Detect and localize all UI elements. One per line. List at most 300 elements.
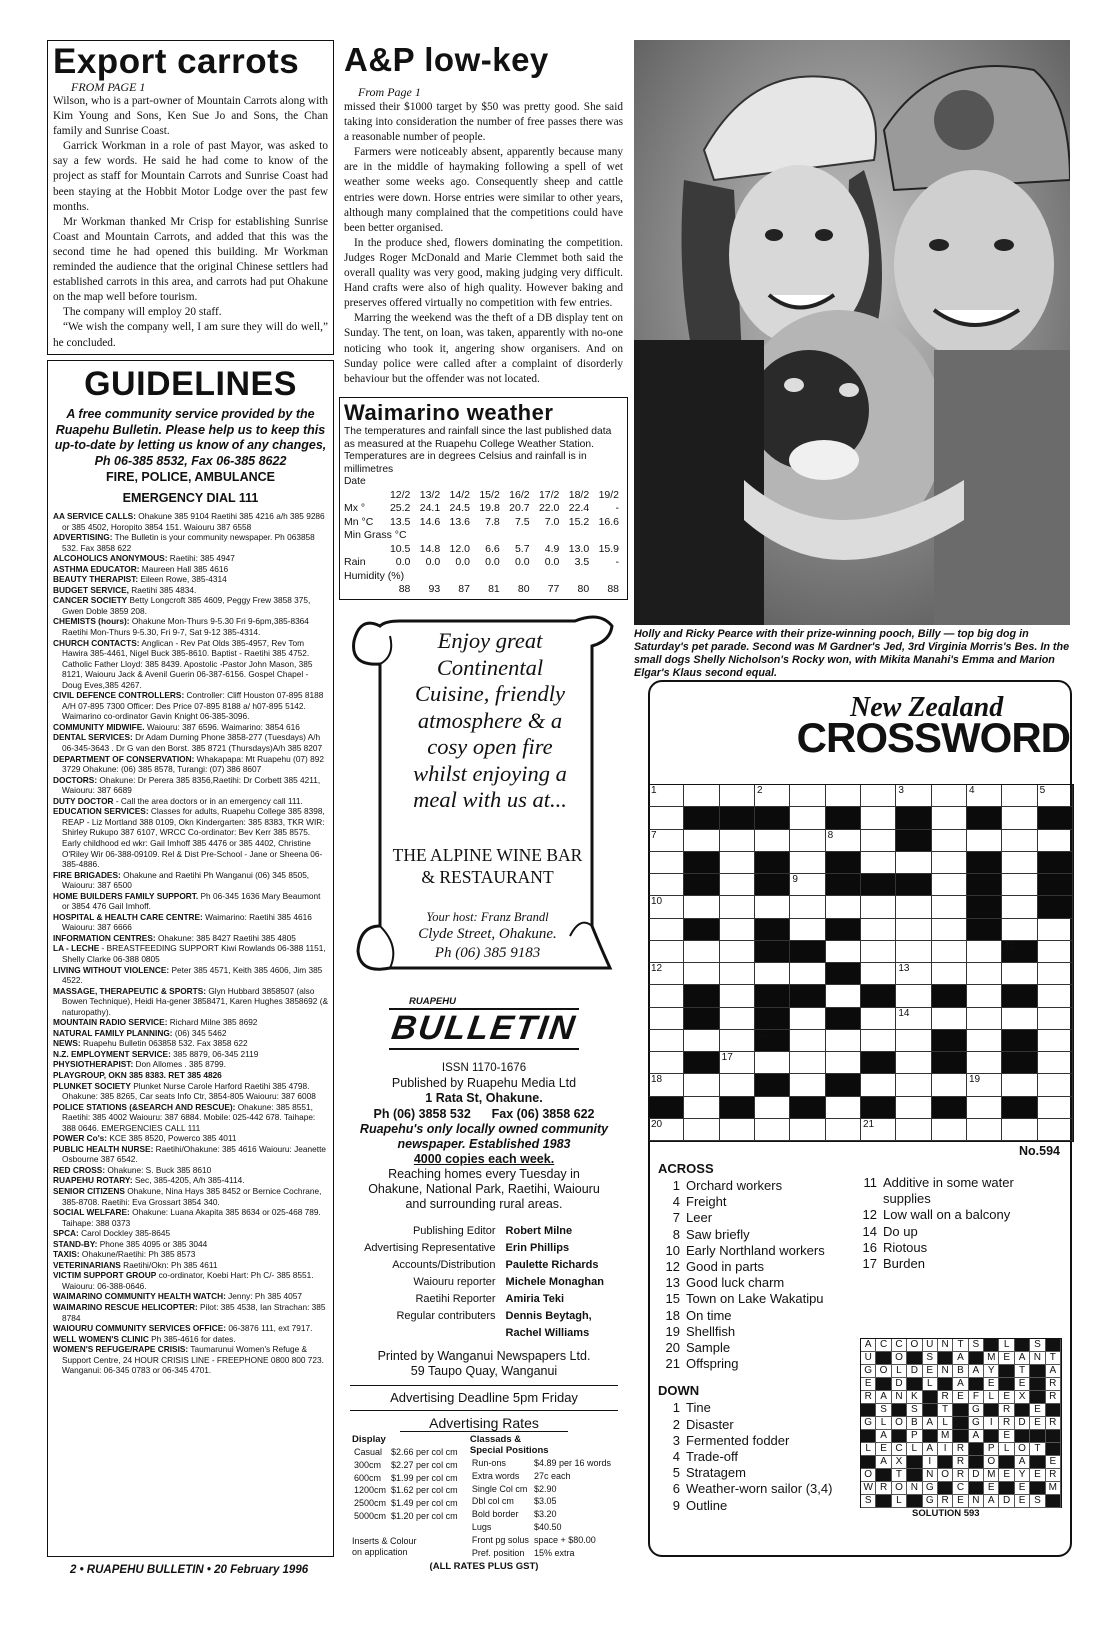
crossword-cell	[826, 852, 861, 874]
rate-label: 5000cm	[354, 1510, 387, 1521]
weather-table	[344, 489, 623, 597]
staff-row	[360, 1326, 608, 1341]
guideline-entry-name: RUAPEHU ROTARY:	[53, 1175, 133, 1186]
guideline-entry	[53, 722, 328, 733]
crossword-cell	[861, 852, 896, 874]
solution-cell: S	[1030, 1495, 1045, 1508]
solution-cell: R	[999, 1417, 1014, 1430]
solution-cell: D	[907, 1365, 922, 1378]
crossword-title-main: CROSSWORD	[796, 714, 1070, 761]
crossword-cell	[967, 830, 1002, 852]
clue-row	[855, 1224, 1065, 1240]
crossword-cell	[826, 1030, 861, 1052]
solution-cell: N	[938, 1339, 953, 1352]
crossword-cell	[826, 941, 861, 963]
crossword-cell	[649, 1008, 684, 1030]
value-cell: 0.0	[395, 556, 411, 568]
solution-cell: O	[892, 1417, 907, 1430]
clue-number: 3	[672, 1432, 680, 1448]
rate-value: space + $80.00	[533, 1534, 596, 1545]
solution-cell	[876, 1495, 891, 1508]
guideline-entry	[53, 775, 328, 796]
crossword-cell	[826, 874, 861, 896]
solution-cell	[907, 1352, 922, 1365]
rate-value: $1.49 per col cm	[391, 1498, 458, 1509]
ap-lowkey-article	[340, 40, 627, 392]
guideline-entry-name: HOME BUILDERS FAMILY SUPPORT.	[53, 890, 199, 901]
photo-caption: Holly and Ricky Pearce with their prize-winning pooch, Billy — top big dog in Saturday's pet parade. Second was M Gardner's Jed, 3rd Virginia Morris's Bes. In the small dogs Shelly Nicholson's Rocky won, with Mikita Manahi's Emma and Marion Elgar's Klaus second equal.	[634, 628, 1070, 679]
guideline-entry-name: POWER Co's:	[53, 1133, 108, 1144]
value-cell: 19.8	[479, 502, 500, 514]
date-cell: 15/2	[479, 488, 500, 501]
crossword-cell	[932, 807, 967, 829]
clue-row	[658, 1340, 858, 1356]
ad-line: atmosphere & a	[417, 707, 563, 733]
row-label: Mx °	[344, 502, 366, 514]
solution-cell	[953, 1417, 968, 1430]
paragraph: Mr Workman thanked Mr Crisp for establishing Sunrise Coast and Mountain Carrots, and added that this was the second time he had opened this building. Mr Workman reminded the audience that the original Chinese settlers had established carrots in this area, and carrots had put Ohakune on the map well before tourism.	[53, 215, 328, 304]
value-cell: 14.6	[419, 515, 441, 528]
page-footer: 2 • RUAPEHU BULLETIN • 20 February 1996	[70, 1564, 309, 1576]
clue-text: Do up	[883, 1223, 918, 1239]
crossword-cell	[896, 1097, 931, 1119]
guideline-entry-name: BEAUTY THERAPIST:	[53, 574, 139, 585]
bulletin-printer-address: 59 Taupo Quay, Wanganui	[410, 1364, 558, 1378]
guideline-entry-name: LA - LECHE	[53, 943, 100, 954]
ap-lowkey-body	[344, 100, 623, 387]
crossword-cell	[932, 1074, 967, 1096]
clue-number: 9	[672, 1497, 680, 1513]
value-cell: 93	[428, 583, 441, 595]
solution-cell	[1015, 1339, 1030, 1352]
value-cell: 13.5	[389, 515, 411, 528]
clue-row	[658, 1465, 858, 1481]
crossword-cell	[1038, 1052, 1073, 1074]
crossword-cell	[684, 1008, 719, 1030]
bulletin-reach-3: and surrounding rural areas.	[405, 1197, 563, 1211]
guideline-entry	[53, 1302, 328, 1323]
solution-cell	[907, 1495, 922, 1508]
solution-cell: E	[1030, 1404, 1045, 1417]
crossword-cell	[720, 1097, 755, 1119]
staff-name: Rachel Williams	[505, 1327, 590, 1339]
clues-left	[658, 1160, 858, 1514]
solution-cell: A	[923, 1443, 938, 1456]
solution-cell: L	[999, 1339, 1014, 1352]
value-cell: 0.0	[425, 556, 441, 568]
clue-number: 14	[862, 1223, 877, 1239]
weather-row-dates	[344, 489, 623, 503]
crossword-cell	[861, 1074, 896, 1096]
crossword-cell	[649, 985, 684, 1007]
guideline-entry	[53, 1334, 328, 1345]
solution-cell: M	[984, 1469, 999, 1482]
guideline-entry-text: Waimarino: Raetihi 385 4616 Waiouru: 387 6666	[62, 911, 312, 933]
value-cell: 25.2	[389, 502, 411, 514]
solution-cell: A	[923, 1417, 938, 1430]
clue-number: 19	[665, 1323, 680, 1339]
guideline-entry-text: KCE 385 8520, Powerco 385 4011	[107, 1133, 237, 1144]
solution-cell	[1046, 1430, 1061, 1443]
guideline-entry-text: Controller: Cliff Houston 07-895 8188 A/H 07-895 7300 Officer: Des Price 07-895 8188 a/ h07-895 5142. Waimarino co-ordinator Gavin Knight 06-385-3096.	[62, 690, 324, 722]
guideline-entry	[53, 1323, 328, 1334]
clue-text: Offspring	[686, 1356, 739, 1372]
solution-cell: E	[953, 1495, 968, 1508]
crossword-cell	[826, 963, 861, 985]
crossword-cell	[1002, 1074, 1037, 1096]
guideline-entry	[53, 1344, 328, 1376]
crossword-cell	[1002, 896, 1037, 918]
guideline-entry-name: NEWS:	[53, 1038, 81, 1049]
solution-cell	[1046, 1443, 1061, 1456]
crossword-cell	[1038, 985, 1073, 1007]
guideline-entry-text: Ruapehu Bulletin 063858 532. Fax 3858 622	[80, 1038, 248, 1049]
crossword-cell	[790, 807, 825, 829]
rate-value: 15% extra	[533, 1547, 575, 1558]
guideline-entry-name: PUBLIC HEALTH NURSE:	[53, 1143, 154, 1154]
crossword-clue-number: 11	[1004, 940, 1015, 952]
solution-cell: C	[953, 1482, 968, 1495]
guideline-entry-name: CHURCH CONTACTS:	[53, 637, 140, 648]
staff-row	[360, 1309, 608, 1324]
crossword-cell	[967, 1052, 1002, 1074]
value-cell: 87	[458, 583, 470, 595]
crossword-cell	[755, 941, 790, 963]
export-carrots-body	[53, 94, 328, 351]
guideline-entry-text: Ohakune: Dr Perera 385 8356,Raetihi: Dr Corbett 385 4211, Waiouru: 387 6689	[62, 774, 321, 796]
crossword-cell	[861, 896, 896, 918]
crossword-cell	[720, 985, 755, 1007]
crossword-cell	[932, 1119, 967, 1141]
crossword-cell	[1002, 807, 1037, 829]
solution-cell: E	[923, 1365, 938, 1378]
crossword-cell	[896, 985, 931, 1007]
guideline-entry-text: (06) 345 5462	[172, 1027, 227, 1038]
crossword-cell	[861, 919, 896, 941]
rate-value: $3.20	[533, 1509, 557, 1520]
crossword-cell	[684, 1097, 719, 1119]
solution-cell: L	[984, 1391, 999, 1404]
guideline-entry-text: Sec, 385-4205, A/h 385-4114.	[132, 1175, 245, 1186]
crossword-number: No.594	[1019, 1144, 1060, 1158]
paragraph: In the produce shed, flowers dominating the competition. Judges Roger McDonald and Marie Clemmet both said the overall quality was very good, making judging very difficult. Hand crafts were also of high quality. However baking and preserves offered virtually no competition with few entries.	[344, 236, 623, 310]
solution-cell: N	[907, 1482, 922, 1495]
solution-cell: E	[999, 1469, 1014, 1482]
solution-cell	[969, 1378, 984, 1391]
crossword-cell	[755, 830, 790, 852]
solution-cell: P	[984, 1443, 999, 1456]
solution-cell: R	[1046, 1378, 1061, 1391]
guideline-entry-text: Ohakune: Luana Akapita 385 8634 or 025-468 789. Taihape: 388 0373	[62, 1207, 321, 1228]
weather-box	[339, 397, 628, 600]
solution-cell: A	[969, 1365, 984, 1378]
clue-text: Saw briefly	[686, 1226, 750, 1242]
crossword-cell	[826, 807, 861, 829]
clue-text: Freight	[686, 1194, 727, 1210]
guideline-entry-text: Carol Dockley 385-8645	[78, 1228, 171, 1239]
crossword-cell	[649, 852, 684, 874]
crossword-cell	[790, 963, 825, 985]
crossword-cell	[896, 1030, 931, 1052]
guideline-entry	[53, 806, 328, 869]
solution-cell: O	[907, 1339, 922, 1352]
solution-cell: F	[969, 1391, 984, 1404]
crossword-cell	[896, 1052, 931, 1074]
guideline-entry	[53, 1186, 328, 1207]
guideline-entry-text: Eileen Rowe, 385-4314	[138, 574, 227, 585]
clue-number: 8	[672, 1226, 680, 1242]
crossword-clue-number: 13	[898, 963, 910, 974]
guideline-entry-text: 385 8879, 06-345 2119	[170, 1048, 259, 1059]
crossword-cell	[861, 963, 896, 985]
crossword-cell	[861, 1052, 896, 1074]
solution-cell: N	[923, 1469, 938, 1482]
clue-text: Town on Lake Wakatipu	[686, 1291, 824, 1307]
solution-cell	[1030, 1391, 1045, 1404]
clue-row	[658, 1356, 858, 1372]
value-cell: 80	[517, 583, 530, 595]
clue-number: 17	[862, 1256, 877, 1272]
clue-number: 1	[672, 1178, 680, 1193]
crossword-cell	[649, 963, 684, 985]
solution-cell: E	[999, 1352, 1014, 1365]
crossword-cell	[755, 1030, 790, 1052]
clue-text: On time	[686, 1307, 732, 1323]
guideline-entry	[53, 1207, 328, 1228]
solution-cell	[876, 1378, 891, 1391]
crossword-box	[648, 680, 1072, 1557]
solution-cell: E	[999, 1430, 1014, 1443]
clue-row	[658, 1291, 858, 1307]
guideline-entry	[53, 1239, 328, 1250]
staff-role	[360, 1326, 499, 1341]
guideline-entry-name: SENIOR CITIZENS	[53, 1186, 125, 1196]
value-cell: 20.7	[509, 502, 530, 514]
solution-cell: S	[1030, 1339, 1045, 1352]
crossword-title	[796, 692, 1070, 761]
bulletin-tagline-2: newspaper. Established 1983	[397, 1137, 571, 1151]
crossword-cell	[649, 896, 684, 918]
guideline-entry-text: Ohakune: 385 8551, Raetihi: 385 4002 Waiouru: 387 6884. Mobile: 025-442 678. Taihape: 388 0646. EMERGENCIES CALL 111	[62, 1101, 316, 1133]
guidelines-intro: A free community service provided by the Ruapehu Bulletin. Please help us to keep this up-to-date by letting us know of any changes, Ph 06-385 8532, Fax 06-385 8622	[54, 407, 327, 468]
guideline-entry-name: ADVERTISING:	[53, 532, 113, 543]
ad-venue	[380, 844, 595, 888]
clue-row	[855, 1175, 1065, 1207]
crossword-cell	[1002, 874, 1037, 896]
clue-text: Good luck charm	[686, 1275, 785, 1291]
crossword-clue-number: 20	[651, 1118, 663, 1130]
crossword-cell	[790, 1008, 825, 1030]
crossword-cell	[826, 785, 861, 807]
crossword-cell	[790, 919, 825, 941]
value-cell: 7.5	[514, 515, 530, 528]
ad-host: Your host: Franz Brandl	[426, 910, 549, 924]
staff-role: Accounts/Distribution	[392, 1259, 496, 1271]
clue-text: Disaster	[686, 1416, 734, 1432]
solution-cell	[923, 1430, 938, 1443]
solution-cell: R	[938, 1495, 953, 1508]
guideline-entry-text: Ohakune and Raetihi Ph Wanganui (06) 345 8505, Waiouru: 387 6500	[62, 869, 310, 891]
guideline-entry	[53, 1028, 328, 1039]
crossword-cell	[967, 874, 1002, 896]
bulletin-printed: Printed by Wanganui Newspapers Ltd.	[377, 1349, 591, 1363]
crossword-cell	[684, 1052, 719, 1074]
solution-cell: D	[892, 1378, 907, 1391]
crossword-cell	[967, 1119, 1002, 1141]
crossword-cell	[861, 1097, 896, 1119]
guideline-entry-text: Ph 06-345 1636 Mary Beaumont or 3854 476 Gail Imhoff.	[62, 890, 321, 912]
ad-line: Continental	[436, 654, 544, 680]
guideline-entry	[53, 690, 328, 722]
ap-lowkey-from: From Page 1	[358, 85, 421, 99]
crossword-cell	[790, 985, 825, 1007]
crossword-cell	[720, 852, 755, 874]
guideline-entry-name: CHEMISTS (hours):	[53, 616, 130, 627]
crossword-cell	[720, 963, 755, 985]
solution-cell: T	[953, 1339, 968, 1352]
value-cell: 12.0	[449, 542, 470, 555]
solution-cell: N	[1030, 1352, 1045, 1365]
classifieds-label: Classads &	[469, 1434, 522, 1445]
solution-cell	[1046, 1495, 1061, 1508]
solution-cell: G	[861, 1417, 876, 1430]
guideline-entry-text: Ph 385-4616 for dates.	[148, 1333, 236, 1344]
crossword-cell	[967, 941, 1002, 963]
weather-row-mn	[344, 516, 623, 530]
solution-cell: B	[907, 1417, 922, 1430]
crossword-cell	[967, 1097, 1002, 1119]
crossword-cell	[967, 896, 1002, 918]
rate-value: $1.20 per col cm	[391, 1510, 458, 1521]
value-cell: 88	[398, 583, 411, 595]
crossword-clue-number: 4	[968, 785, 975, 796]
photo-image	[634, 40, 1070, 625]
crossword-clue-number: 5	[1039, 785, 1046, 796]
rate-value: $2.27 per col cm	[391, 1459, 458, 1470]
bulletin-logo	[389, 996, 579, 1050]
guideline-entry-text: Pilot: 385 4538, Ian Strachan: 385 8784	[62, 1302, 326, 1323]
crossword-cell	[649, 1097, 684, 1119]
solution-cell: T	[1030, 1443, 1045, 1456]
date-cell: 19/2	[598, 488, 619, 501]
solution-cell: Y	[984, 1365, 999, 1378]
crossword-clue-number: 2	[756, 785, 763, 796]
solution-cell	[969, 1443, 984, 1456]
crossword-cell	[720, 941, 755, 963]
solution-cell: G	[923, 1495, 938, 1508]
solution-cell: E	[1030, 1469, 1045, 1482]
guideline-entry-name: DENTAL SERVICES:	[53, 732, 133, 743]
crossword-cell	[755, 807, 790, 829]
rate-value: $2.90	[533, 1483, 557, 1494]
solution-cell	[861, 1404, 876, 1417]
crossword-clue-number: 8	[827, 829, 834, 841]
rate-label: Pref. position	[471, 1547, 525, 1558]
solution-cell	[999, 1456, 1014, 1469]
solution-cell: A	[861, 1339, 876, 1352]
value-cell: 22.0	[538, 502, 560, 514]
ad-line: cosy open fire	[427, 734, 553, 759]
guideline-entry-name: VETERINARIANS	[53, 1259, 121, 1270]
guideline-entry-name: TAXIS:	[53, 1249, 80, 1260]
guideline-entry	[53, 933, 328, 944]
clue-row	[658, 1324, 858, 1340]
crossword-cell	[755, 1119, 790, 1141]
clue-row	[658, 1433, 858, 1449]
guideline-entry-text: Taumarunui Women's Refuge & Support Centre, 24 HOUR CRISIS LINE - FREEPHONE 0800 800 723. Wanganui: 06-345 0783 or 06-345 4701.	[62, 1344, 324, 1376]
staff-name: Dennis Beytagh,	[505, 1310, 592, 1322]
date-cell: 17/2	[538, 488, 560, 501]
paragraph: Wilson, who is a part-owner of Mountain Carrots along with Kim Young and Sons, Ken Sue Jo and Sons, the Chan family and Sunrise Coast.	[53, 95, 328, 138]
solution-cell: A	[1015, 1456, 1030, 1469]
guideline-entry	[53, 965, 328, 986]
solution-cell: B	[953, 1365, 968, 1378]
crossword-cell	[967, 963, 1002, 985]
solution-cell: W	[861, 1482, 876, 1495]
crossword-cell	[684, 830, 719, 852]
staff-name: Amiria Teki	[505, 1293, 565, 1305]
solution-cell: L	[907, 1443, 922, 1456]
solution-cell: Y	[1015, 1469, 1030, 1482]
crossword-cell	[932, 985, 967, 1007]
crossword-cell	[896, 919, 931, 941]
solution-cell	[923, 1391, 938, 1404]
guideline-entry-text: Classes for adults, Ruapehu College 385 8398, REAP - Liz Mortland 388 0109, Okn Kindergarten: 385 8383, TKR WIR: Shirley Rukupo 387 6107, WRCC Co-ordinator: Bev Kerr 385 8575. Early childhood ed wkr: Gail Imhoff 385 4476 or 385 4402, Christine O'Riley Wir 06-388-09109. Rel & Dist Pre-School - Jane or Sheena 06-385-4886.	[62, 806, 325, 870]
guideline-entry	[53, 1165, 328, 1176]
guideline-entry	[53, 638, 328, 691]
guideline-entry-name: WELL WOMEN'S CLINIC	[53, 1333, 149, 1344]
solution-cell: L	[999, 1443, 1014, 1456]
guideline-entry-text: Jenny: Ph 385 4057	[225, 1291, 302, 1302]
crossword-cell	[932, 1097, 967, 1119]
guideline-entry-text: Raetihi/Okn: Ph 385 4611	[120, 1259, 218, 1270]
value-cell: -	[615, 556, 619, 568]
crossword-cell	[1002, 985, 1037, 1007]
solution-cell	[907, 1469, 922, 1482]
bulletin-published: Published by Ruapehu Media Ltd	[391, 1076, 577, 1090]
staff-row	[360, 1275, 608, 1290]
rate-label: Front pg solus	[471, 1534, 529, 1545]
crossword-cell	[896, 941, 931, 963]
clue-text: Burden	[883, 1256, 925, 1272]
across-label: ACROSS	[658, 1161, 714, 1176]
crossword-cell	[684, 874, 719, 896]
clue-text: Fermented fodder	[686, 1432, 790, 1448]
guideline-entry	[53, 986, 328, 1018]
crossword-cell	[790, 830, 825, 852]
rate-label: 300cm	[354, 1459, 382, 1470]
solution-cell: G	[861, 1365, 876, 1378]
rate-label: 600cm	[354, 1472, 382, 1483]
crossword-cell	[684, 896, 719, 918]
guideline-entry	[53, 595, 328, 616]
clue-number: 12	[862, 1207, 877, 1223]
rate-row	[354, 1511, 461, 1522]
solution-cell: N	[938, 1365, 953, 1378]
clue-row	[658, 1210, 858, 1226]
row-label: Humidity (%)	[344, 569, 405, 582]
value-cell: 10.5	[389, 542, 411, 555]
row-label: Mn °C	[344, 515, 374, 528]
guideline-entry-name: DOCTORS:	[53, 774, 98, 785]
guideline-entry	[53, 754, 328, 775]
crossword-cell	[967, 852, 1002, 874]
solution-cell: E	[984, 1482, 999, 1495]
crossword-cell	[826, 1119, 861, 1141]
staff-role: Publishing Editor	[412, 1225, 496, 1237]
guideline-entry	[53, 1049, 328, 1060]
export-carrots-article	[47, 40, 334, 355]
